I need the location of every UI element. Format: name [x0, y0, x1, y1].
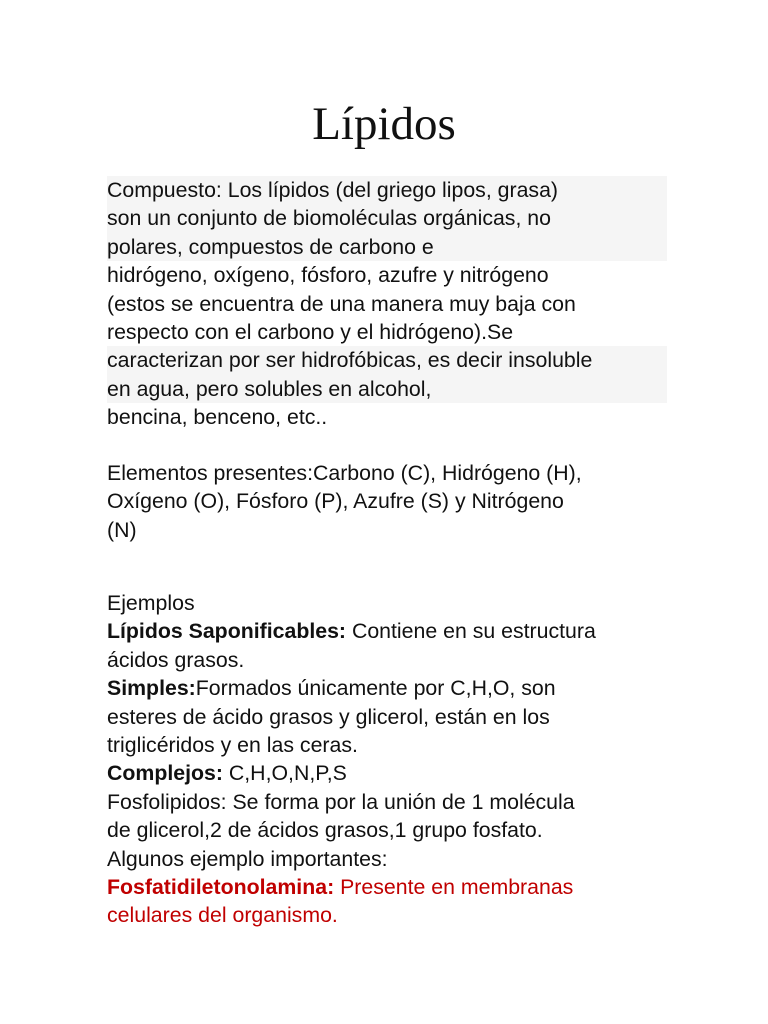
elementos-line: Elementos presentes:Carbono (C), Hidrógeno (H),	[107, 461, 582, 485]
elementos-paragraph	[107, 459, 667, 544]
fosfatidiletonolamina-line	[107, 873, 667, 901]
compuesto-line: bencina, benceno, etc..	[107, 405, 328, 430]
ejemplos-section	[107, 589, 667, 930]
compuesto-line: son un conjunto de biomoléculas orgánicas, no	[107, 204, 667, 232]
simples-line	[107, 674, 667, 702]
ejemplos-heading: Ejemplos	[107, 591, 195, 615]
complejos-line	[107, 759, 667, 787]
algunos-line: Algunos ejemplo importantes:	[107, 846, 388, 871]
simples-text: Formados únicamente por C,H,O, son	[195, 676, 556, 701]
fosfatidiletonolamina-text-cont: celulares del organismo.	[107, 903, 338, 928]
saponificables-line	[107, 617, 667, 645]
elementos-line: Oxígeno (O), Fósforo (P), Azufre (S) y Nitrógeno	[107, 489, 564, 514]
complejos-label: Complejos:	[107, 761, 223, 786]
compuesto-line: respecto con el carbono y el hidrógeno).Se	[107, 320, 514, 345]
simples-text-cont: triglicéridos y en las ceras.	[107, 733, 358, 758]
compuesto-line: en agua, pero solubles en alcohol,	[107, 375, 667, 403]
saponificables-text: Contiene en su estructura	[346, 619, 596, 644]
page-title: Lípidos	[312, 98, 456, 150]
compuesto-line: (estos se encuentra de una manera muy baja con	[107, 291, 576, 316]
fosfatidiletonolamina-text: Presente en membranas	[334, 875, 574, 900]
compuesto-line: hidrógeno, oxígeno, fósforo, azufre y nitrógeno	[107, 263, 549, 288]
compuesto-line: Compuesto: Los lípidos (del griego lipos, grasa)	[107, 176, 667, 204]
saponificables-label: Lípidos Saponificables:	[107, 619, 347, 644]
fosfatidiletonolamina-label: Fosfatidiletonolamina:	[107, 875, 335, 900]
simples-text-cont: esteres de ácido grasos y glicerol, están en los	[107, 704, 550, 729]
saponificables-text-cont: ácidos grasos.	[107, 647, 245, 672]
complejos-text: C,H,O,N,P,S	[222, 761, 347, 786]
fosfolipidos-line: Fosfolipidos: Se forma por la unión de 1 molécula	[107, 789, 575, 814]
compuesto-paragraph	[107, 176, 667, 432]
simples-label: Simples:	[107, 676, 196, 701]
elementos-line: (N)	[107, 517, 137, 542]
compuesto-line: polares, compuestos de carbono e	[107, 233, 667, 261]
fosfolipidos-line: de glicerol,2 de ácidos grasos,1 grupo fosfato.	[107, 818, 543, 843]
compuesto-line: caracterizan por ser hidrofóbicas, es decir insoluble	[107, 346, 667, 374]
